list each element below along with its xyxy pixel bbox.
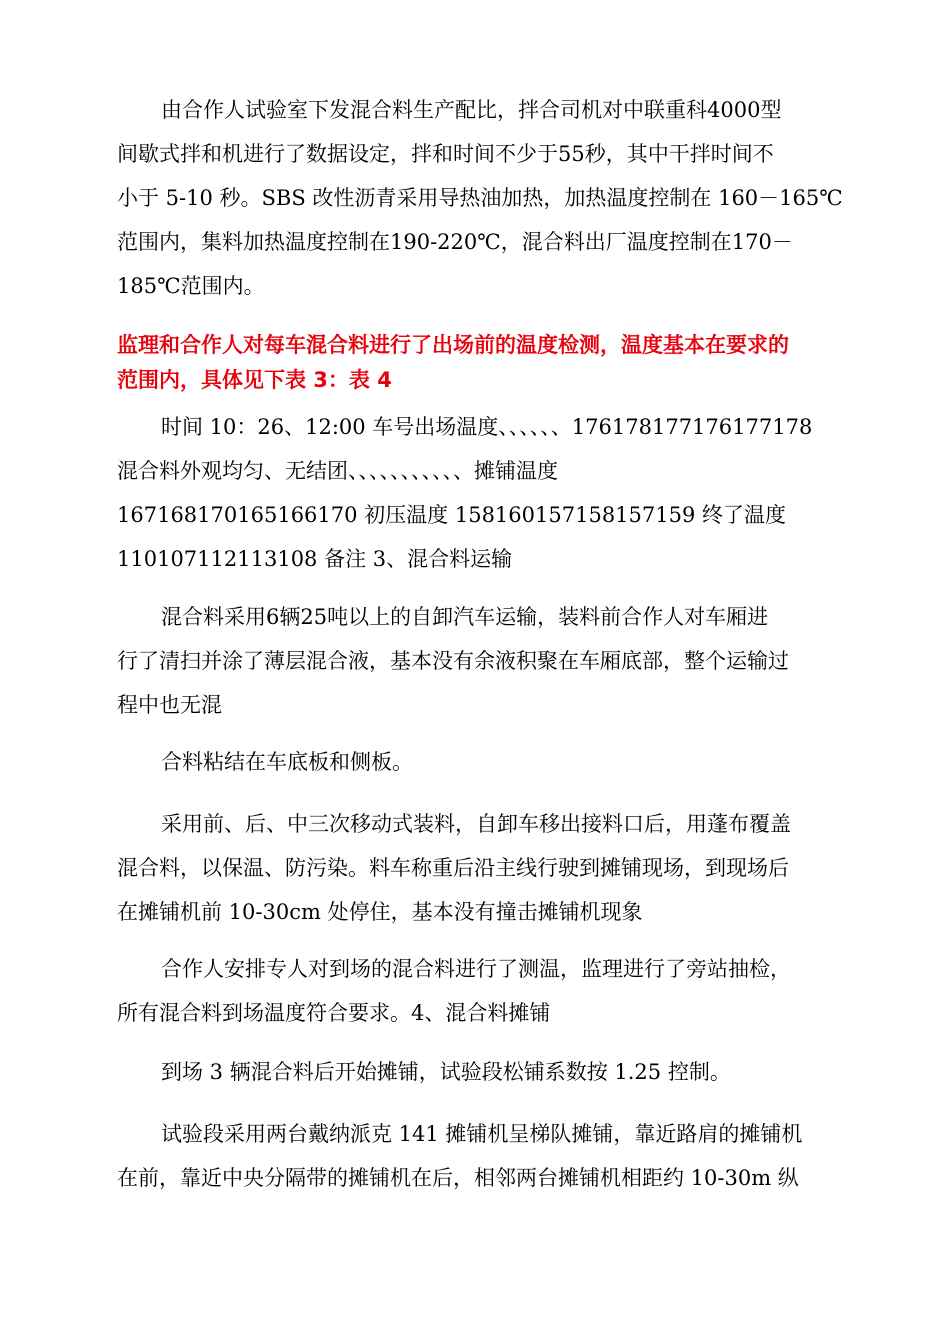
paragraph-line: 所有混合料到场温度符合要求。4、混合料摊铺 bbox=[117, 1001, 551, 1025]
paragraph-line: 试验段采用两台戴纳派克 141 摊铺机呈梯队摊铺，靠近路肩的摊铺机 bbox=[161, 1122, 803, 1146]
section-heading-line: 监理和合作人对每车混合料进行了出场前的温度检测，温度基本在要求的 bbox=[117, 333, 789, 357]
paragraph-line: 在前，靠近中央分隔带的摊铺机在后，相邻两台摊铺机相距约 10-30m 纵 bbox=[117, 1166, 799, 1190]
paragraph-line: 程中也无混 bbox=[117, 693, 222, 717]
paragraph-line: 小于 5-10 秒。SBS 改性沥青采用导热油加热，加热温度控制在 160－165℃ bbox=[117, 186, 843, 210]
paragraph-line: 185℃范围内。 bbox=[117, 274, 265, 298]
paragraph-line: 到场 3 辆混合料后开始摊铺，试验段松铺系数按 1.25 控制。 bbox=[161, 1060, 731, 1084]
paragraph-line: 由合作人试验室下发混合料生产配比，拌合司机对中联重科4000型 bbox=[161, 98, 782, 122]
paragraph-line: 范围内，集料加热温度控制在190-220℃，混合料出厂温度控制在170－ bbox=[117, 230, 793, 254]
paragraph-line: 混合料外观均匀、无结团、、、、、、、、、、、摊铺温度 bbox=[117, 459, 558, 483]
paragraph-line: 时间 10：26、12:00 车号出场温度、、、、、、176178177176177178 bbox=[161, 415, 813, 439]
paragraph-line: 167168170165166170 初压温度 158160157158157159 终了温度 bbox=[117, 503, 787, 527]
paragraph-line: 间歇式拌和机进行了数据设定，拌和时间不少于55秒，其中干拌时间不 bbox=[117, 142, 774, 166]
section-heading-line: 范围内，具体见下表 3：表 4 bbox=[117, 368, 392, 392]
paragraph-line: 合作人安排专人对到场的混合料进行了测温，监理进行了旁站抽检， bbox=[161, 957, 791, 981]
paragraph-line: 合料粘结在车底板和侧板。 bbox=[161, 750, 413, 774]
paragraph-line: 行了清扫并涂了薄层混合液，基本没有余液积聚在车厢底部，整个运输过 bbox=[117, 649, 789, 673]
paragraph-line: 110107112113108 备注 3、混合料运输 bbox=[117, 547, 513, 571]
paragraph-line: 在摊铺机前 10-30cm 处停住，基本没有撞击摊铺机现象 bbox=[117, 900, 643, 924]
paragraph-line: 采用前、后、中三次移动式装料，自卸车移出接料口后，用蓬布覆盖 bbox=[161, 812, 791, 836]
paragraph-line: 混合料，以保温、防污染。料车称重后沿主线行驶到摊铺现场，到现场后 bbox=[117, 856, 789, 880]
paragraph-line: 混合料采用6辆25吨以上的自卸汽车运输，装料前合作人对车厢进 bbox=[161, 605, 769, 629]
